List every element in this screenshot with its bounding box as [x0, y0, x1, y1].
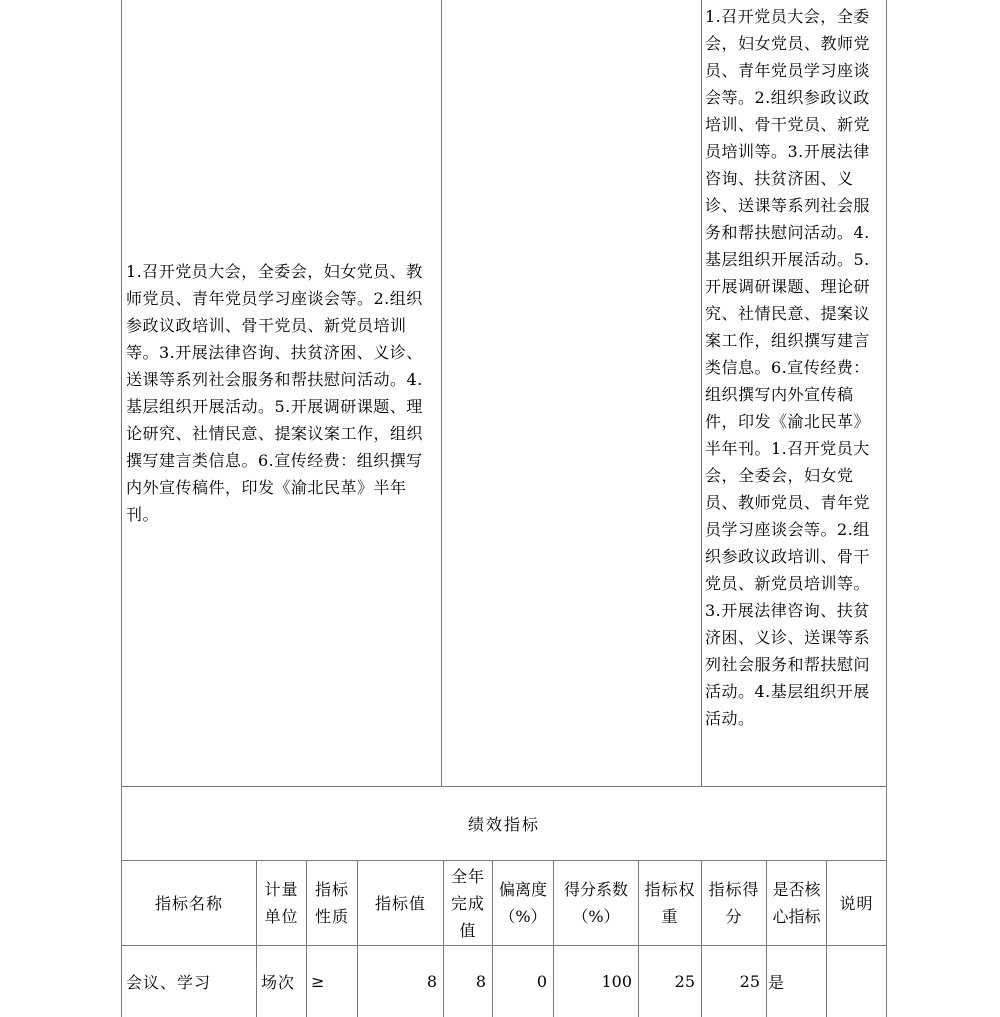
header-metric-name: 指标名称 [154, 893, 223, 913]
cell-deviation: 0 [536, 972, 547, 991]
cell-metric-weight: 25 [674, 972, 695, 991]
header-unit: 计量单位 [264, 880, 299, 926]
header-annual-completion: 全年完成值 [450, 866, 485, 940]
header-deviation: 偏离度（%） [498, 880, 547, 926]
cell-is-core-metric: 是 [768, 973, 786, 992]
annual-plan-text-cell [122, 0, 441, 786]
header-metric-score: 指标得分 [708, 880, 760, 926]
cell-annual-completion: 8 [475, 972, 486, 991]
header-score-coefficient: 得分系数（%） [563, 880, 628, 926]
actual-completion-text: 1.召开党员大会，全委会，妇女党员、教师党员、青年党员学习座谈会等。2.组织参政议政培训、骨干党员、新党员培训等。3.开展法律咨询、扶贫济困、义诊、送课等系列社会服务和帮扶慰问活动。4.基层组织开展活动。5.开展调研课题、理论研究、社情民意、提案议案工作，组织撰写建言类信息。6.宣传经费：组织撰写内外宣传稿件，印发《渝北民革》半年刊。1.召开党员大会，全委会，妇女党员、教师党员、青年党员学习座谈会等。2.组织参政议政培训、骨干党员、新党员培训等。3.开展法律咨询、扶贫济困、义诊、送课等系列社会服务和帮扶慰问活动。4.基层组织开展活动。 [705, 7, 871, 728]
cell-notes [827, 946, 886, 1017]
header-is-core-metric: 是否核心指标 [772, 880, 821, 926]
actual-completion-text-cell [702, 3, 886, 786]
cell-unit: 场次 [261, 973, 296, 992]
cell-score-coefficient: 100 [601, 972, 632, 991]
annual-plan-text: 1.召开党员大会，全委会，妇女党员、教师党员、青年党员学习座谈会等。2.组织参政议政培训、骨干党员、新党员培训等。3.开展法律咨询、扶贫济困、义诊、送课等系列社会服务和帮扶慰问活动。4.基层组织开展活动。5.开展调研课题、理论研究、社情民意、提案议案工作，组织撰写建言类信息。6.宣传经费：组织撰写内外宣传稿件，印发《渝北民革》半年刊。 [126, 262, 424, 524]
header-metric-nature: 指标性质 [314, 880, 349, 926]
table-border-right [886, 0, 887, 1017]
header-metric-value: 指标值 [374, 893, 426, 913]
cell-metric-value: 8 [426, 972, 437, 991]
section-title: 绩效指标 [467, 815, 540, 834]
header-metric-weight: 指标权重 [644, 880, 696, 926]
cell-metric-name: 会议、学习 [126, 973, 212, 992]
cell-metric-score: 25 [739, 972, 760, 991]
cell-metric-nature: ≥ [311, 972, 326, 991]
empty-cell [442, 0, 701, 786]
header-notes: 说明 [839, 893, 874, 913]
